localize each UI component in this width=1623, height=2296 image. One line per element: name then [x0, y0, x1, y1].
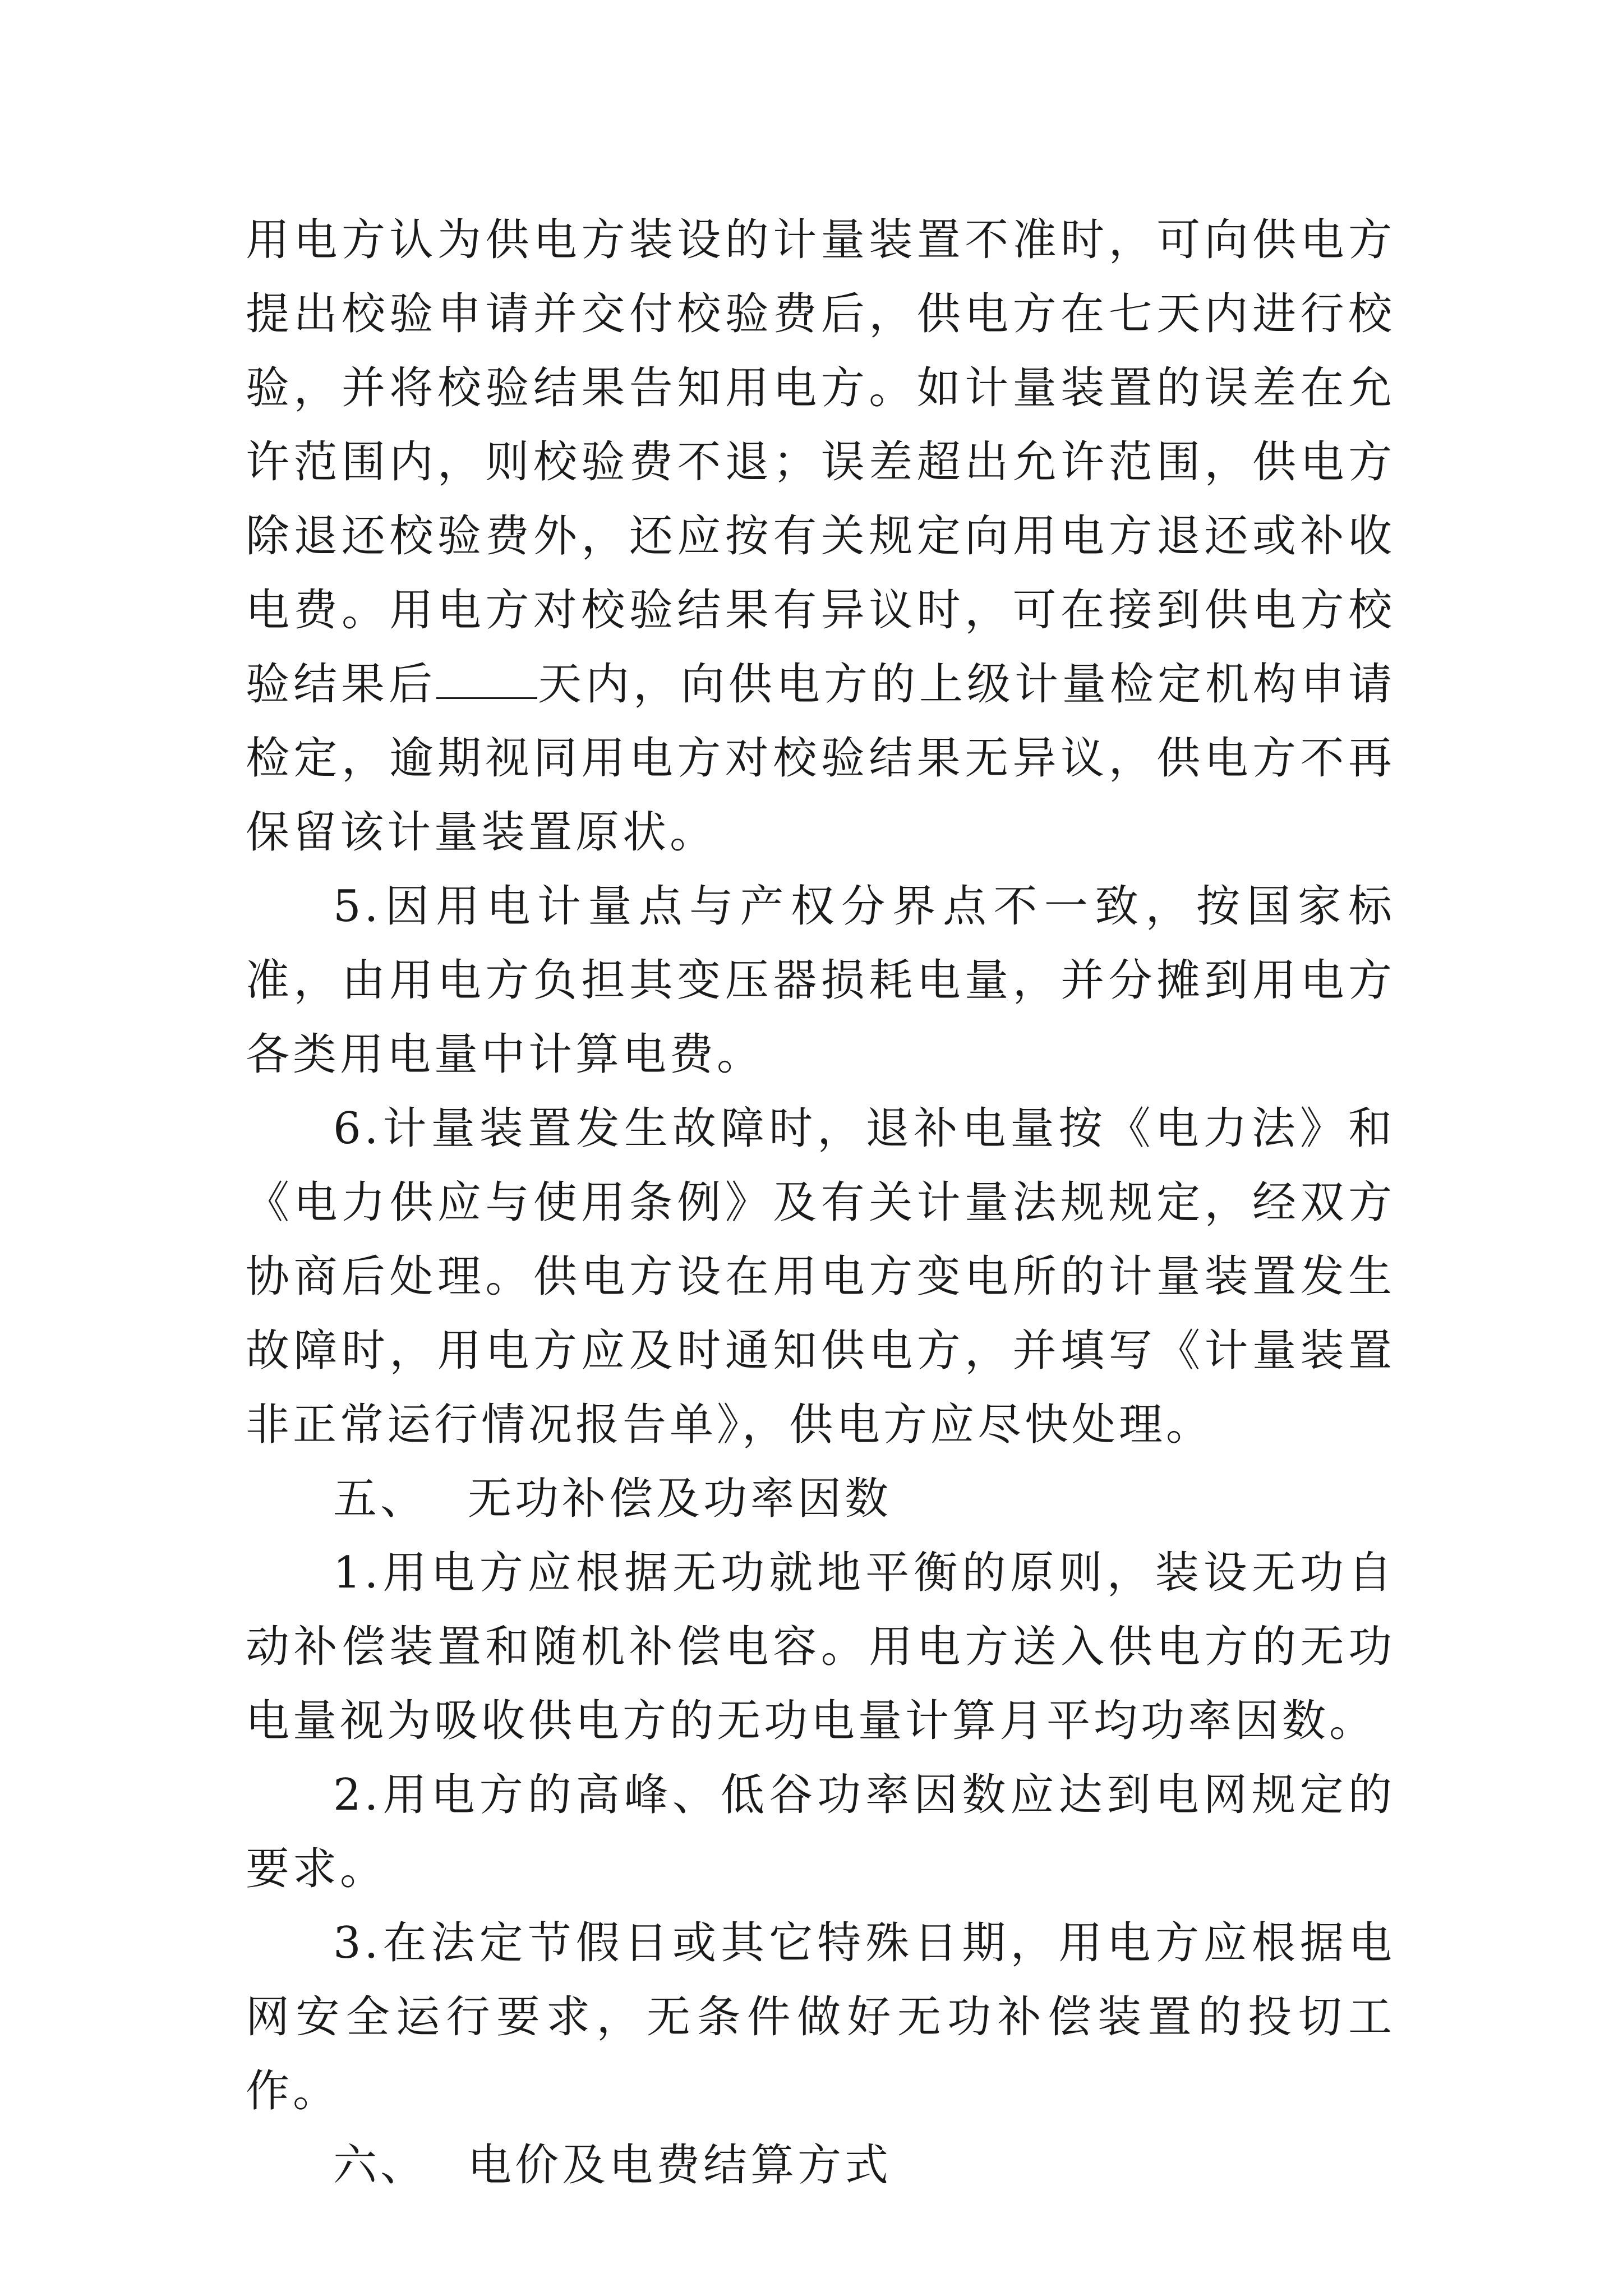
item-5-transformer-loss: 5.因用电计量点与产权分界点不一致，按国家标准，由用电方负担其变压器损耗电量，并分摊到用电方各类用电量中计算电费。	[246, 881, 1395, 1080]
section-heading-reactive-compensation	[246, 1462, 1395, 1536]
section-number: 五、	[333, 1474, 428, 1524]
s5-item-1: 1.用电方应根据无功就地平衡的原则，装设无功自动补偿装置和随机补偿电容。用电方送入供电方的无功电量视为吸收供电方的无功电量计算月平均功率因数。	[246, 1548, 1395, 1746]
s5-item-2: 2.用电方的高峰、低谷功率因数应达到电网规定的要求。	[246, 1770, 1395, 1894]
verification-text-before-blank: 用电方认为供电方装设的计量装置不准时，可向供电方提出校验申请并交付校验费后，供电方在七天内进行校验，并将校验结果告知用电方。如计量装置的误差在允许范围内，则校验费不退；误差超出允许范围，供电方除退还校验费外，还应按有关规定向用电方退还或补收电费。用电方对校验结果有异议时，可在接到供电方校验结果后	[246, 215, 1395, 710]
section-title: 无功补偿及功率因数	[468, 1474, 892, 1524]
section-heading-price-settlement	[246, 2128, 1395, 2202]
document-body	[246, 203, 1395, 2202]
section-title: 电价及电费结算方式	[468, 2140, 892, 2191]
section-number: 六、	[333, 2140, 428, 2191]
item-6-meter-fault: 6.计量装置发生故障时，退补电量按《电力法》和《电力供应与使用条例》及有关计量法规规定，经双方协商后处理。供电方设在用电方变电所的计量装置发生故障时，用电方应及时通知供电方，并填写《计量装置非正常运行情况报告单》，供电方应尽快处理。	[246, 1103, 1395, 1450]
fill-in-blank-days	[436, 658, 537, 699]
s5-item-3: 3.在法定节假日或其它特殊日期，用电方应根据电网安全运行要求，无条件做好无功补偿装置的投切工作。	[246, 1918, 1395, 2116]
paragraph-verification	[246, 203, 1395, 869]
verification-text-after-blank: 天内，向供电方的上级计量检定机构申请检定，逾期视同用电方对校验结果无异议，供电方不再保留该计量装置原状。	[246, 659, 1395, 858]
